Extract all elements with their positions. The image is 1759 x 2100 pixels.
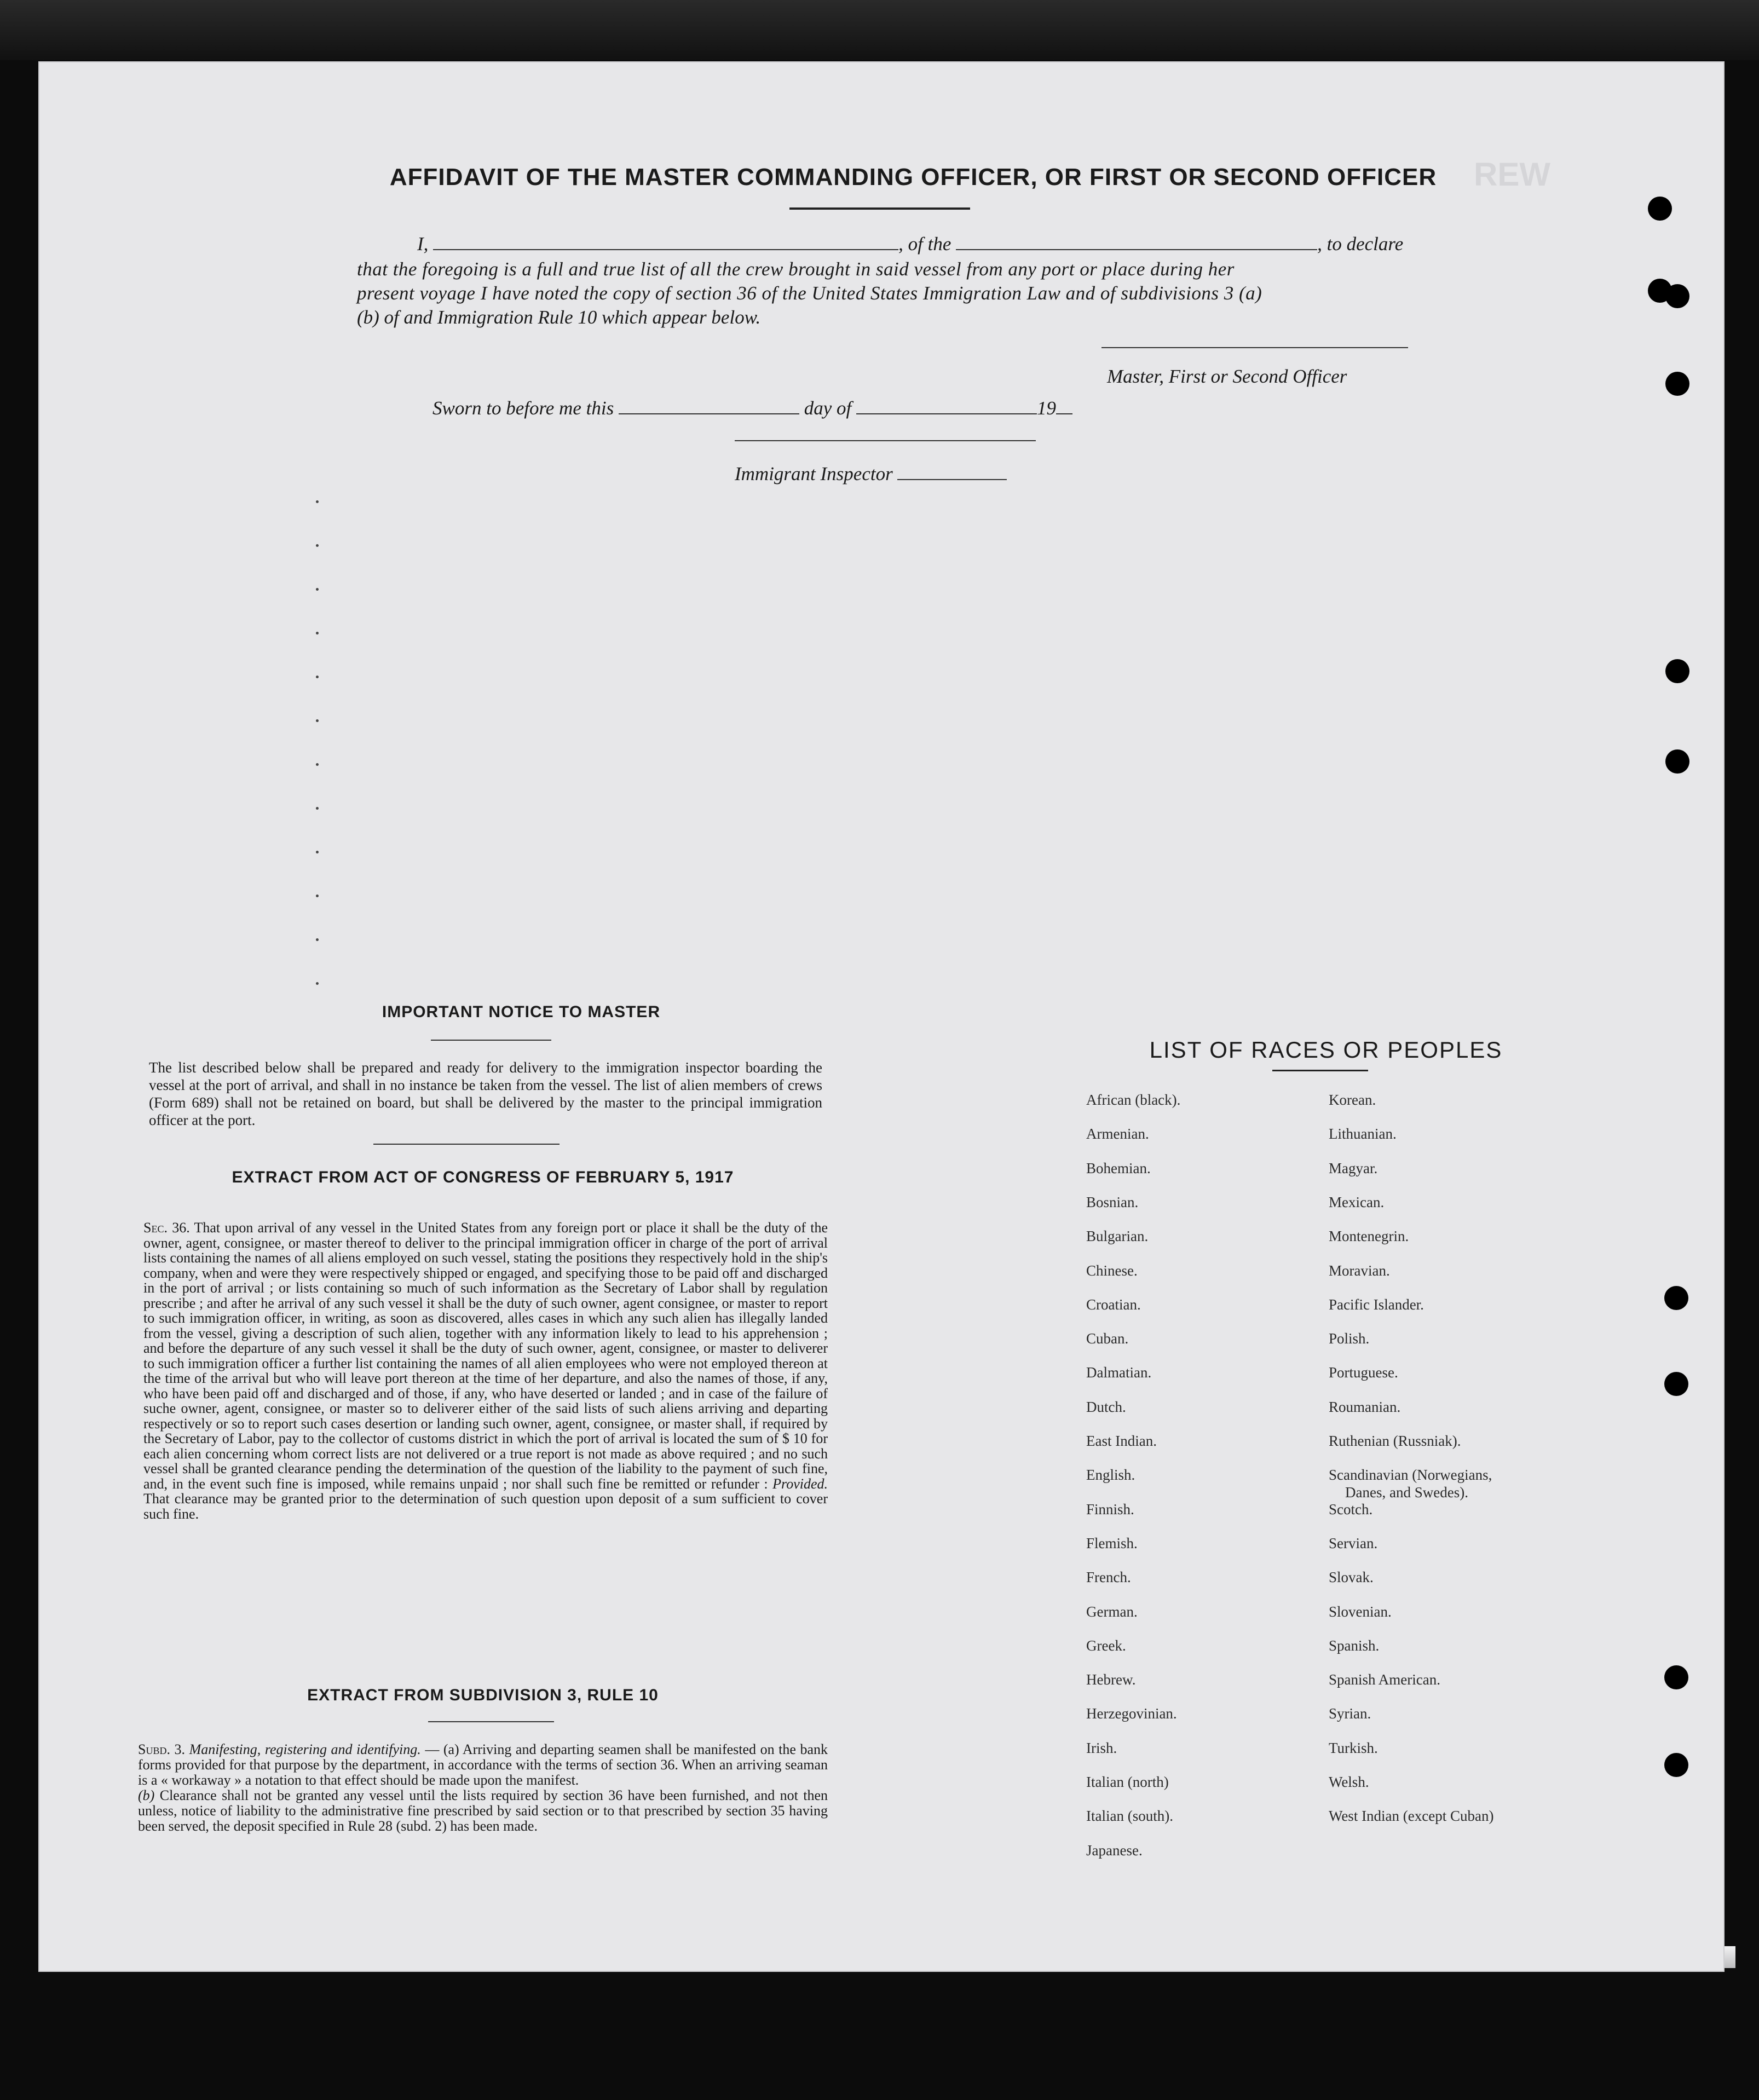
inspector-blank [897,464,1007,480]
margin-dot [316,719,319,722]
sworn-line [432,396,1199,420]
affidavit-line-2: that the foregoing is a full and true list of all the crew brought in said vessel from any port or place during her [357,258,1235,280]
race-item: Ruthenian (Russniak). [1329,1433,1461,1449]
notice-title: IMPORTANT NOTICE TO MASTER [382,1003,661,1021]
day-of-label: day of [804,397,852,419]
year-label: 19 [1036,397,1056,419]
punch-hole [1665,372,1689,396]
affidavit-line-3: present voyage I have noted the copy of section 36 of the United States Immigration Law and of subdivisions 3 (a) [357,282,1262,304]
race-item: African (black). [1086,1092,1181,1108]
race-item: Scandinavian (Norwegians, [1329,1467,1492,1484]
bleed-through: REW [1474,156,1550,193]
margin-dot [316,676,319,678]
race-item: Lithuanian. [1329,1126,1397,1143]
act-extract-body [143,1220,828,1521]
punch-hole [1665,749,1689,774]
margin-dot [316,588,319,591]
declare-label: , to declare [1317,233,1404,255]
margin-dot [316,851,319,853]
inspector-line [735,462,1007,486]
scanner-background [0,0,1759,60]
sworn-day-blank [619,398,799,414]
race-item: Slovenian. [1329,1603,1392,1620]
margin-dot [316,763,319,766]
i-label: I, [417,233,429,255]
notice-body: The list described below shall be prepared and ready for delivery to the immigration inspector boarding the vessel at the port of arrival, and shall in no instance be taken from the vessel. The list of alien members of crews (Form 689) shall not be retained on board, but shall be delivered by the master to the principal immigration officer at the port. [149,1059,822,1128]
rule-title-underline [428,1721,554,1722]
races-title: LIST OF RACES OR PEOPLES [1149,1037,1503,1063]
race-item: Japanese. [1086,1842,1143,1859]
race-item: Greek. [1086,1637,1126,1654]
race-item: Moravian. [1329,1262,1390,1279]
race-item: French. [1086,1569,1131,1586]
vessel-blank [956,234,1317,250]
margin-dot [316,500,319,503]
year-blank [1056,398,1072,414]
race-item: Pacific Islander. [1329,1296,1424,1313]
sworn-label: Sworn to before me this [432,397,614,419]
month-blank [856,398,1037,414]
race-item: Bohemian. [1086,1159,1151,1176]
margin-dot [316,895,319,897]
punch-hole [1665,659,1689,683]
margin-dot [316,807,319,810]
act-section-lead: Sec. 36. [143,1220,190,1236]
margin-dot [316,544,319,547]
race-item: English. [1086,1467,1135,1484]
race-item: Spanish American. [1329,1671,1440,1688]
punch-hole [1665,284,1689,308]
punch-hole [1664,1286,1688,1310]
race-item: Chinese. [1086,1262,1138,1279]
rule-lead: Subd. 3. [138,1741,186,1757]
punch-hole [1648,197,1672,221]
affidavit-title: AFFIDAVIT OF THE MASTER COMMANDING OFFICER, OR FIRST OR SECOND OFFICER [389,164,1437,191]
act-extract-title: EXTRACT FROM ACT OF CONGRESS OF FEBRUARY 5, 1917 [232,1168,734,1186]
race-item: Magyar. [1329,1159,1378,1176]
act-section-text: That upon arrival of any vessel in the United States from any foreign port or place it shall be the duty of the owner, agent, consignee, or master thereof to deliver to the principal immigration officer in charge of the port of arrival lists containing the names of all aliens employed on such vessel, stating the positions they respectively hold in the ship's company, when and were they were respectively shipped or engaged, and specifying those to be paid off and discharged in the port of arrival ; or lists containing so much of such information as the Secretary of Labor shall by regulation prescribe ; and after he arrival of any such vessel it shall be the duty of such owner, agent consignee, or master to report to such immigration officer, in writing, as soon as discovered, alles cases in which any such alien has illegally landed from the vessel, giving a description of such alien, together with any information likely to lead to his apprehension ; and before the departure of any such vessel it shall be the duty of such owner, agent, consignee, or master to deliverer to such immigration officer a further list containing the names of all alien employees who were not employed thereon at the time of the arrival but who will leave port thereon at the time of her departure, and also the names of those, if any, who have been paid off and discharged and of those, if any, who have deserted or landed ; and in case of the failure of suche owner, agent, consignee, or master so to deliverer either of the said lists of such aliens arriving and departing respectively or so to report such cases desertion or landing such owner, agent, consignee, or master shall, if required by the Secretary of Labor, pay to the collector of customs district in which the port of arrival is located the sum of $ 10 for each alien concerning whom correct lists are not delivered or a true report is not made as above required ; and no such vessel shall be granted clearance pending the determination of the question of the liability to the payment of such fine, and, in the event such fine is imposed, while remains unpaid ; nor shall such fine be remitted or refunder : [143,1220,828,1492]
rule-para-b-lead: (b) [138,1787,155,1803]
affidavit-line-4: (b) of and Immigration Rule 10 which appear below. [357,307,761,328]
race-item: Bosnian. [1086,1193,1139,1210]
rule-para-b-text: Clearance shall not be granted any vessel until the lists required by section 36 have been furnished, and not then unless, notice of liability to the administrative fine prescribed by said section or to that prescribed by section 35 having been served, the deposit specified in Rule 28 (subd. 2) has been made. [138,1787,828,1834]
race-item: Flemish. [1086,1534,1138,1551]
rule-extract-title: EXTRACT FROM SUBDIVISION 3, RULE 10 [307,1686,659,1704]
rule-para-b [138,1788,828,1834]
margin-dot [316,938,319,941]
race-item: Roumanian. [1329,1398,1401,1415]
race-item: Italian (north) [1086,1774,1169,1790]
race-item: Herzegovinian. [1086,1705,1177,1722]
race-item: Welsh. [1329,1774,1369,1790]
rule-para-a [138,1742,828,1788]
race-item: Portuguese. [1329,1364,1398,1381]
inspector-label: Immigrant Inspector [735,463,893,484]
race-item: Slovak. [1329,1569,1374,1586]
race-item: Korean. [1329,1092,1376,1108]
race-item: West Indian (except Cuban) [1329,1808,1494,1825]
race-item: Cuban. [1086,1330,1129,1347]
race-item: Montenegrin. [1329,1228,1409,1245]
signature-line [1101,347,1408,348]
rule-para-a-text: — (a) Arriving and departing seamen shall be manifested on the bank forms provided for that purpose by the department, in accordance with the terms of section 36. When an arriving seaman is a « workaway » a notation to that effect should be made upon the manifest. [138,1741,828,1788]
race-item: Bulgarian. [1086,1228,1149,1245]
of-the-label: , of the [898,233,951,255]
act-section-tail: That clearance may be granted prior to the determination of such question upon deposit of a sum sufficient to cover such fine. [143,1491,828,1522]
race-item: Dutch. [1086,1398,1126,1415]
race-item: Finnish. [1086,1501,1134,1518]
name-blank [433,234,898,250]
race-item: East Indian. [1086,1433,1157,1449]
margin-dot [316,632,319,634]
race-item: Italian (south). [1086,1808,1173,1825]
race-item: Mexican. [1329,1193,1385,1210]
race-item: Croatian. [1086,1296,1141,1313]
rule-extract-body [138,1742,828,1834]
race-item: Turkish. [1329,1739,1378,1756]
document-page [38,61,1725,1972]
notice-divider [373,1144,560,1145]
race-item: German. [1086,1603,1138,1620]
race-item: Danes, and Swedes). [1345,1484,1468,1501]
punch-hole [1664,1372,1688,1396]
race-item: Polish. [1329,1330,1370,1347]
inspector-signature-line [735,440,1036,441]
punch-hole [1664,1665,1688,1689]
punch-hole [1664,1753,1688,1777]
race-item: Dalmatian. [1086,1364,1152,1381]
margin-dot [316,982,319,985]
notice-title-underline [431,1040,551,1041]
race-item: Scotch. [1329,1501,1373,1518]
affidavit-line-1 [417,232,1457,256]
races-title-underline [1272,1070,1368,1071]
race-item: Servian. [1329,1534,1378,1551]
rule-lead-italic: Manifesting, registering and identifying. [189,1741,421,1757]
race-item: Hebrew. [1086,1671,1136,1688]
race-item: Syrian. [1329,1705,1371,1722]
race-item: Irish. [1086,1739,1117,1756]
signature-label: Master, First or Second Officer [1107,366,1347,387]
race-item: Armenian. [1086,1126,1149,1143]
race-item: Spanish. [1329,1637,1380,1654]
title-underline [789,207,970,210]
act-provided: Provided. [772,1475,828,1492]
